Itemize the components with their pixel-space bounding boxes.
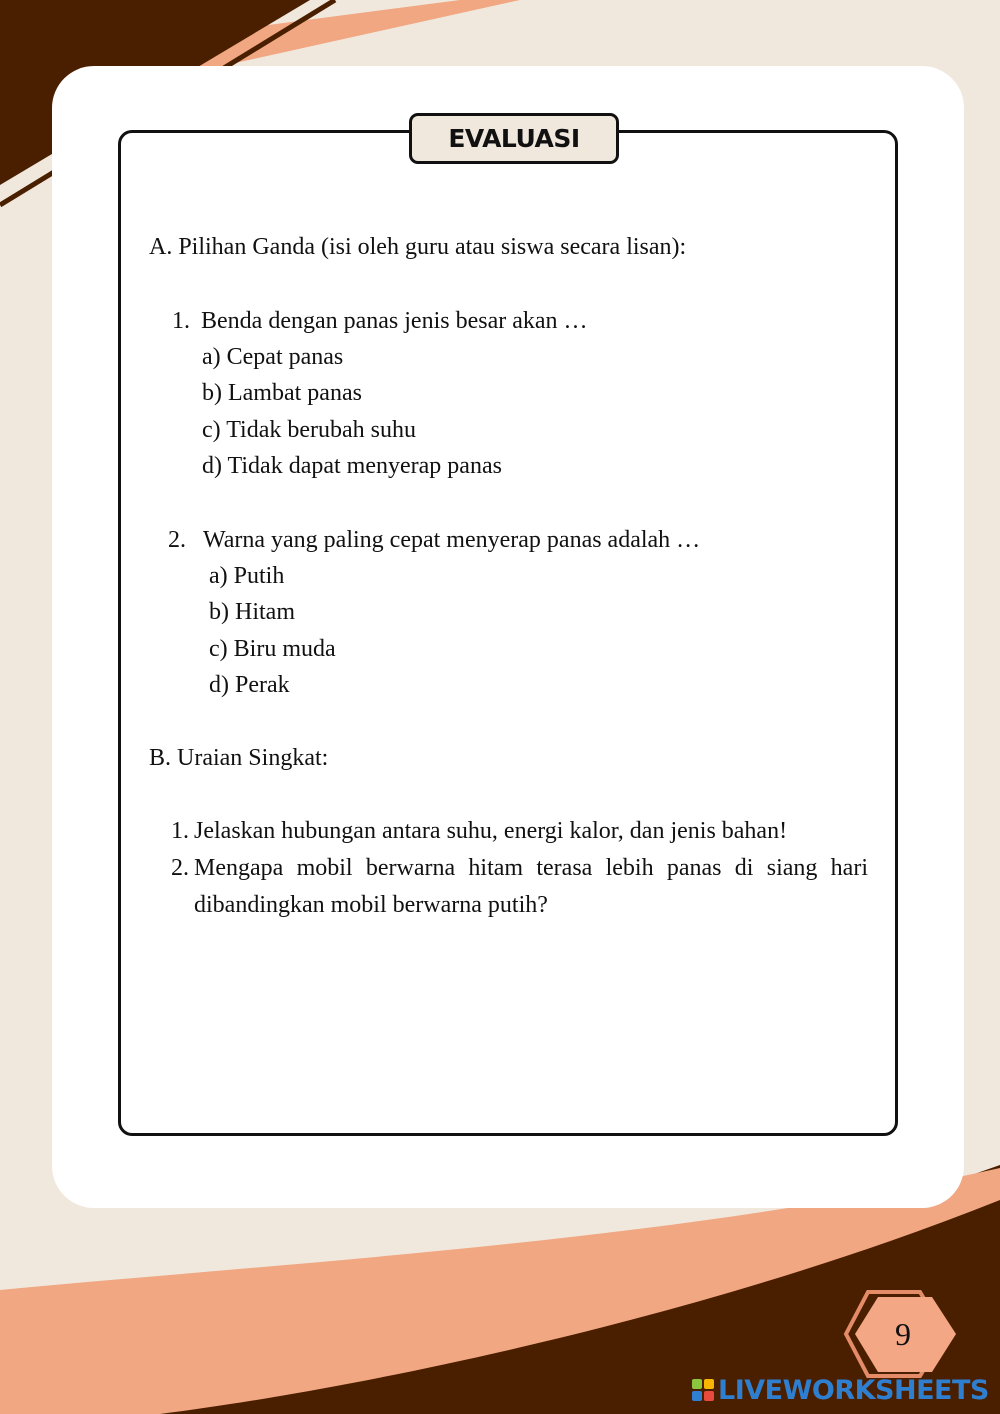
question-a1-text: Benda dengan panas jenis besar akan … [201, 308, 588, 334]
question-a1-option-b: b) Lambat panas [202, 380, 362, 406]
page-title: EVALUASI [409, 113, 619, 164]
section-a-heading: A. Pilihan Ganda (isi oleh guru atau siswa secara lisan): [149, 234, 687, 260]
liveworksheets-watermark[interactable] [692, 1374, 989, 1406]
question-a1-number: 1. [172, 308, 190, 334]
evaluation-frame [118, 130, 898, 1136]
question-a2-option-b: b) Hitam [209, 599, 295, 625]
logo-square-i [704, 1379, 714, 1389]
logo-square-l [692, 1379, 702, 1389]
liveworksheets-logo-icon [692, 1379, 714, 1401]
question-a2-option-c: c) Biru muda [209, 636, 336, 662]
question-a2-option-d: d) Perak [209, 672, 290, 698]
question-a1-option-a: a) Cepat panas [202, 344, 344, 370]
section-b-heading: B. Uraian Singkat: [149, 745, 329, 771]
question-a2-number: 2. [168, 527, 186, 553]
logo-square-v [692, 1391, 702, 1401]
watermark-text: LIVEWORKSHEETS [718, 1374, 989, 1406]
question-b1-number: 1. [171, 818, 189, 844]
question-a1-option-d: d) Tidak dapat menyerap panas [202, 453, 502, 479]
question-a2-text: Warna yang paling cepat menyerap panas adalah … [203, 527, 701, 553]
page-number: 9 [895, 1315, 911, 1352]
question-b1-text: Jelaskan hubungan antara suhu, energi kalor, dan jenis bahan! [194, 818, 788, 844]
question-a2-option-a: a) Putih [209, 563, 285, 589]
logo-square-e [704, 1391, 714, 1401]
question-b2-text: Mengapa mobil berwarna hitam terasa lebih panas di siang hari dibandingkan mobil berwarna putih? [194, 855, 868, 918]
question-b2-number: 2. [171, 855, 189, 881]
question-a1-option-c: c) Tidak berubah suhu [202, 417, 416, 443]
